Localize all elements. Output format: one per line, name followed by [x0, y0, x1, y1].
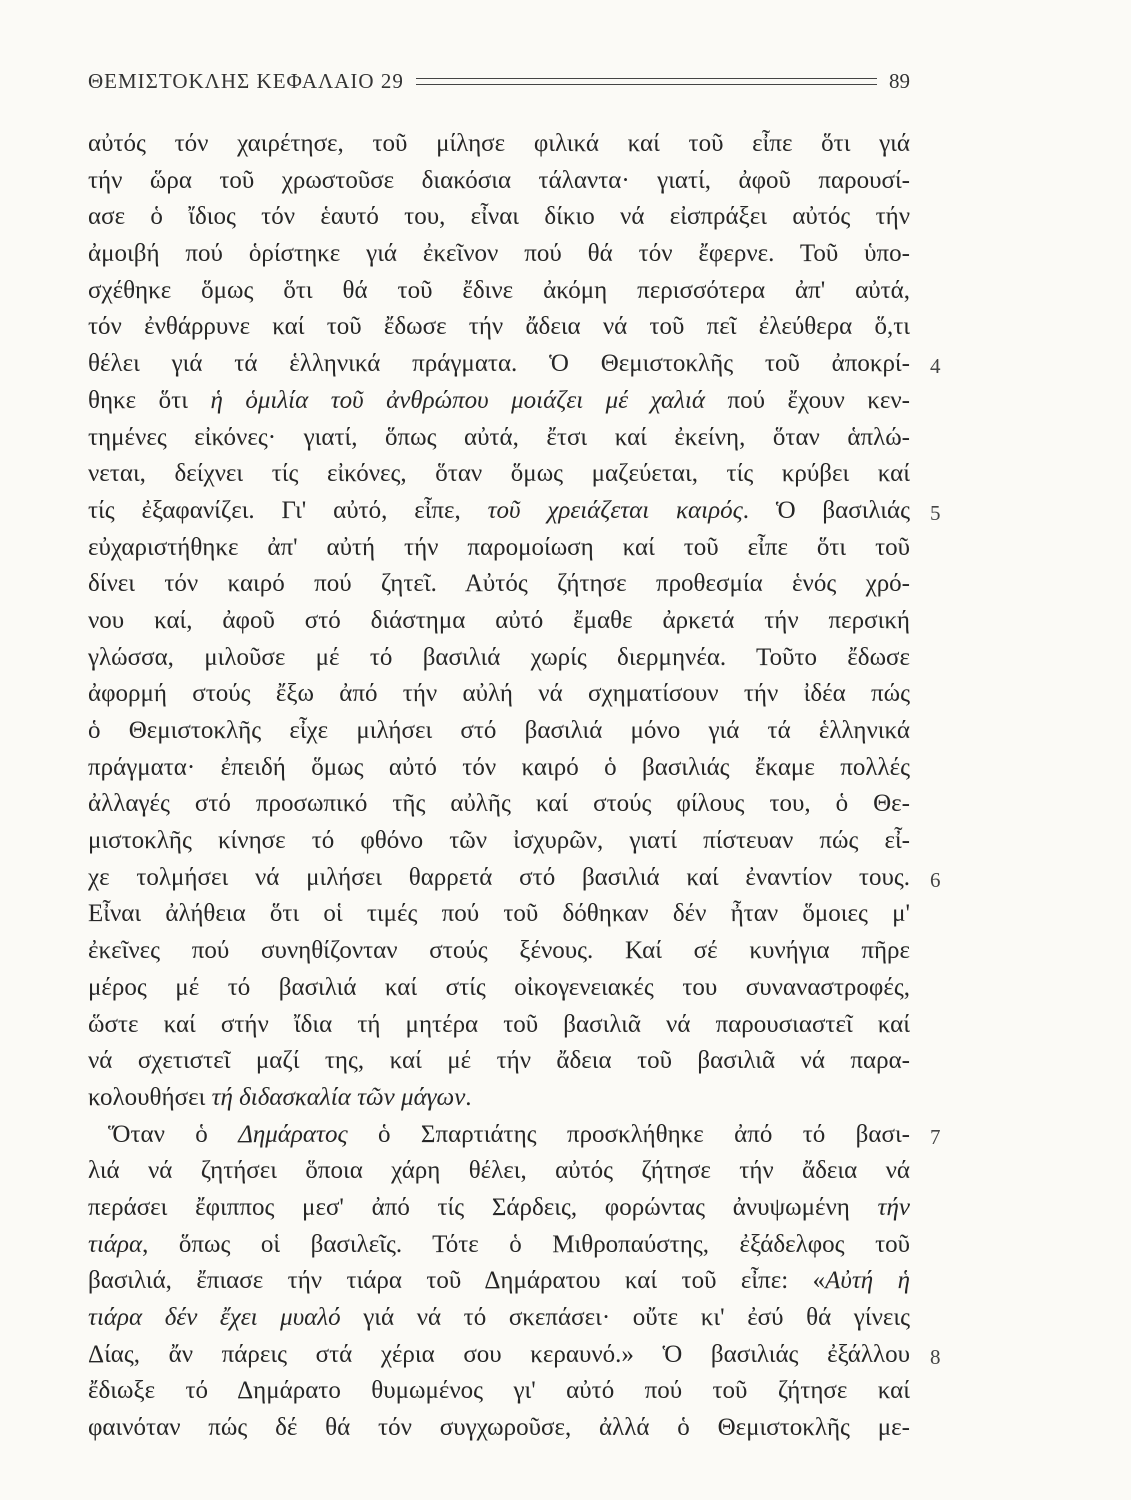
- text-line: [88, 163, 910, 200]
- italic-phrase: τή διδασκαλία τῶν μάγων: [211, 1083, 466, 1111]
- italic-phrase: Δημάρατος: [238, 1120, 348, 1148]
- text-run: ὥστε καί στήν ἴδια τή μητέρα τοῦ βασιλιᾶ νά παρουσιαστεῖ καί: [88, 1010, 910, 1038]
- text-run: σχέθηκε ὅμως ὅτι θά τοῦ ἔδινε ἀκόμη περισσότερα ἀπ' αὐτά,: [88, 276, 910, 304]
- text-line: [88, 1153, 910, 1190]
- text-run: . Ὁ βασιλιάς: [742, 496, 910, 524]
- text-line: [88, 1117, 910, 1154]
- text-run: ὁ Θεμιστοκλῆς εἶχε μιλήσει στό βασιλιά μόνο γιά τά ἑλληνικά: [88, 717, 910, 744]
- text-run: βασιλιά, ἔπιασε τήν τιάρα τοῦ Δημάρατου καί τοῦ εἶπε: «: [88, 1267, 826, 1295]
- text-run: τίς ἐξαφανίζει. Γι' αὐτό, εἶπε,: [88, 496, 488, 524]
- page-number: 89: [889, 68, 910, 93]
- text-run: Δίας, ἄν πάρεις στά χέρια σου κεραυνό.» Ὁ βασιλιάς ἐξάλλου: [88, 1340, 910, 1368]
- text-line: [88, 750, 910, 787]
- section-number: 6: [930, 868, 941, 892]
- text-run: νεται, δείχνει τίς εἰκόνες, ὅταν ὅμως μαζεύεται, τίς κρύβει καί: [88, 460, 910, 488]
- text-run: αὐτός τόν χαιρέτησε, τοῦ μίλησε φιλικά καί τοῦ εἶπε ὅτι γιά: [88, 130, 910, 157]
- text-run: θέλει γιά τά ἑλληνικά πράγματα. Ὁ Θεμιστοκλῆς τοῦ ἀποκρί-: [88, 350, 910, 378]
- text-line: [88, 1227, 910, 1264]
- text-line: [88, 1043, 910, 1080]
- text-line: [88, 860, 910, 897]
- text-run: ἐκεῖνες πού συνηθίζονταν στούς ξένους. Καί σέ κυνήγια πῆρε: [88, 937, 910, 965]
- text-line: [88, 273, 910, 310]
- text-line: [88, 530, 910, 567]
- text-run: ἔδιωξε τό Δημάρατο θυμωμένος γι' αὐτό πού τοῦ ζήτησε καί: [88, 1377, 910, 1405]
- text-run: νου καί, ἀφοῦ στό διάστημα αὐτό ἔμαθε ἀρκετά τήν περσική: [88, 606, 910, 634]
- text-line: [88, 713, 910, 750]
- text-run: ὁ Σπαρτιάτης προσκλήθηκε ἀπό τό βασι-: [347, 1120, 910, 1148]
- italic-phrase: Αὐτή ἡ: [825, 1267, 911, 1295]
- section-number: 5: [930, 501, 941, 525]
- italic-phrase: ἡ ὁμιλία τοῦ ἀνθρώπου μοιάζει μέ χαλιά: [210, 386, 706, 414]
- text-run: , ὅπως οἱ βασιλεῖς. Τότε ὁ Μιθροπαύστης, ἐξάδελφος τοῦ: [142, 1230, 910, 1258]
- text-line: [88, 126, 910, 163]
- text-line: [88, 1190, 910, 1227]
- text-line: [88, 896, 910, 933]
- text-run: γιά νά τό σκεπάσει· οὔτε κι' ἐσύ θά γίνεις: [340, 1304, 911, 1331]
- italic-phrase: τοῦ χρειάζεται καιρός: [487, 496, 743, 524]
- text-run: ἀλλαγές στό προσωπικό τῆς αὐλῆς καί στούς φίλους του, ὁ Θε-: [88, 790, 910, 818]
- text-run: φαινόταν πώς δέ θά τόν συγχωροῦσε, ἀλλά ὁ Θεμιστοκλῆς με-: [88, 1414, 910, 1442]
- text-run: μιστοκλῆς κίνησε τό φθόνο τῶν ἰσχυρῶν, γιατί πίστευαν πώς εἶ-: [88, 827, 910, 855]
- text-line: [88, 346, 910, 383]
- text-line: [88, 933, 910, 970]
- section-number: 4: [930, 354, 941, 379]
- text-run: λιά νά ζητήσει ὅποια χάρη θέλει, αὐτός ζήτησε τήν ἄδεια νά: [88, 1157, 910, 1185]
- text-run: θηκε ὅτι: [88, 386, 211, 414]
- text-run: νά σχετιστεῖ μαζί της, καί μέ τήν ἄδεια τοῦ βασιλιᾶ νά παρα-: [88, 1047, 910, 1075]
- text-line: [88, 199, 910, 236]
- text-line: [88, 640, 910, 677]
- running-title: ΘΕΜΙΣΤΟΚΛΗΣ ΚΕΦΑΛΑΙΟ 29: [88, 68, 404, 93]
- text-run: ασε ὁ ἴδιος τόν ἑαυτό του, εἶναι δίκιο νά εἰσπράξει αὐτός τήν: [88, 203, 910, 231]
- text-line: [88, 236, 910, 273]
- text-line: [88, 309, 910, 346]
- text-line: [88, 383, 910, 420]
- text-line: [88, 1080, 910, 1117]
- text-line: [88, 1410, 910, 1447]
- text-run: εὐχαριστήθηκε ἀπ' αὐτή τήν παρομοίωση καί τοῦ εἶπε ὅτι τοῦ: [88, 533, 910, 561]
- text-run: τημένες εἰκόνες· γιατί, ὅπως αὐτά, ἔτσι καί ἐκείνη, ὅταν ἁπλώ-: [88, 423, 910, 451]
- text-line: [88, 1300, 910, 1337]
- text-line: [88, 1007, 910, 1044]
- text-line: [88, 1337, 910, 1374]
- text-run: χε τολμήσει νά μιλήσει θαρρετά στό βασιλιά καί ἐναντίον τους.: [88, 863, 910, 891]
- text-run: Εἶναι ἀλήθεια ὅτι οἱ τιμές πού τοῦ δόθηκαν δέν ἦταν ὅμοιες μ': [88, 900, 910, 928]
- text-run: δίνει τόν καιρό πού ζητεῖ. Αὐτός ζήτησε προθεσμία ἑνός χρό-: [88, 570, 910, 598]
- text-run: μέρος μέ τό βασιλιά καί στίς οἰκογενειακές του συναναστροφές,: [88, 973, 910, 1001]
- italic-phrase: τιάρα δέν ἔχει μυαλό: [88, 1304, 341, 1331]
- text-line: [88, 456, 910, 493]
- section-number: 8: [930, 1345, 941, 1370]
- text-line: [88, 970, 910, 1007]
- text-line: [88, 603, 910, 640]
- text-run: ἀφορμή στούς ἔξω ἀπό τήν αὐλή νά σχηματίσουν τήν ἰδέα πώς: [88, 680, 910, 708]
- text-line: [88, 786, 910, 823]
- text-run: ἀμοιβή πού ὁρίστηκε γιά ἐκεῖνον πού θά τόν ἔφερνε. Τοῦ ὑπο-: [88, 240, 910, 268]
- text-line: [88, 823, 910, 860]
- text-line: [88, 1373, 910, 1410]
- text-run: Ὅταν ὁ: [108, 1120, 239, 1148]
- text-line: [88, 676, 910, 713]
- text-run: .: [465, 1083, 472, 1111]
- text-run: πράγματα· ἐπειδή ὅμως αὐτό τόν καιρό ὁ βασιλιάς ἔκαμε πολλές: [88, 753, 910, 781]
- text-line: [88, 1263, 910, 1300]
- text-run: πού ἔχουν κεν-: [705, 386, 911, 414]
- text-run: γλώσσα, μιλοῦσε μέ τό βασιλιά χωρίς διερμηνέα. Τοῦτο ἔδωσε: [88, 643, 910, 671]
- italic-phrase: τιάρα: [88, 1230, 143, 1258]
- text-run: τόν ἐνθάρρυνε καί τοῦ ἔδωσε τήν ἄδεια νά τοῦ πεῖ ἐλεύθερα ὅ,τι: [88, 313, 910, 341]
- italic-phrase: τήν: [877, 1193, 910, 1221]
- text-line: [88, 420, 910, 457]
- body-text: [88, 126, 910, 1447]
- text-line: [88, 493, 910, 530]
- text-run: τήν ὥρα τοῦ χρωστοῦσε διακόσια τάλαντα· γιατί, ἀφοῦ παρουσί-: [88, 166, 910, 194]
- text-line: [88, 566, 910, 603]
- text-run: κολουθήσει: [88, 1083, 212, 1111]
- header-double-rule: [416, 78, 877, 85]
- section-number: 7: [930, 1124, 941, 1149]
- text-run: περάσει ἔφιππος μεσ' ἀπό τίς Σάρδεις, φορώντας ἀνυψωμένη: [88, 1193, 878, 1221]
- running-header: [88, 66, 910, 96]
